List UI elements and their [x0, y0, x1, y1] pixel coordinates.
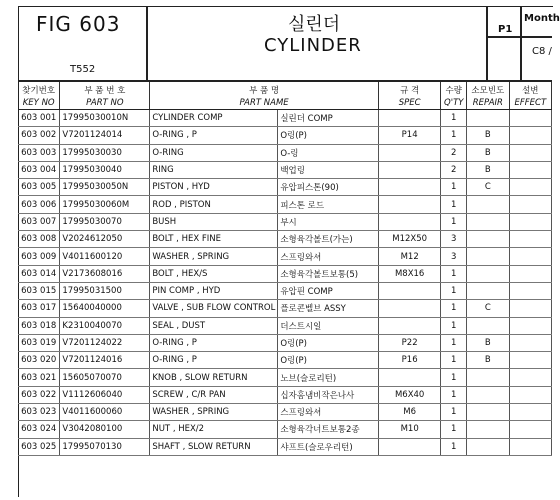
qty-cell: 1 [441, 265, 467, 282]
qty-cell: 1 [441, 213, 467, 230]
part-number-cell: 17995031500 [60, 282, 150, 299]
effect-cell [509, 265, 551, 282]
spec-cell: P14 [378, 127, 441, 144]
col-part-en: PART NO [60, 96, 150, 110]
qty-cell: 3 [441, 248, 467, 265]
part-number-cell: 17995030050N [60, 179, 150, 196]
part-name-cell: WASHER , SPRING [150, 404, 278, 421]
part-name-cell: SHAFT , SLOW RETURN [150, 438, 278, 455]
qty-cell: 1 [441, 196, 467, 213]
table-row [18, 352, 552, 369]
part-name-cell: PISTON , HYD [150, 179, 278, 196]
col-name-en: PART NAME [150, 96, 378, 110]
spec-cell [378, 179, 441, 196]
part-name-cell: BOLT , HEX FINE [150, 231, 278, 248]
qty-cell: 1 [441, 386, 467, 403]
part-name-cell: RING [150, 161, 278, 178]
qty-cell: 1 [441, 179, 467, 196]
table-row [18, 386, 552, 403]
part-name-ko-cell: O링(P) [278, 127, 379, 144]
qty-cell: 3 [441, 231, 467, 248]
col-qty-ko: 수량 [441, 82, 467, 96]
spec-cell [378, 161, 441, 178]
spec-cell: M8X16 [378, 265, 441, 282]
part-name-ko-cell: 스프링와셔 [278, 248, 379, 265]
col-part-ko: 부 품 번 호 [60, 82, 150, 96]
part-name-ko-cell: 스프링와셔 [278, 404, 379, 421]
table-row [18, 179, 552, 196]
key-cell: 603 018 [18, 317, 60, 334]
part-number-cell: V4011600120 [60, 248, 150, 265]
part-name-cell: O-RING , P [150, 334, 278, 351]
part-name-cell: VALVE , SUB FLOW CONTROL [150, 300, 278, 317]
col-qty-en: Q'TY [441, 96, 467, 110]
part-name-ko-cell: 실린더 COMP [278, 110, 379, 127]
part-name-ko-cell: O링(P) [278, 334, 379, 351]
key-cell: 603 024 [18, 421, 60, 438]
effect-cell [509, 248, 551, 265]
key-cell: 603 009 [18, 248, 60, 265]
part-number-cell: 17995030070 [60, 213, 150, 230]
date-fragment: C8 / [532, 46, 552, 57]
key-cell: 603 015 [18, 282, 60, 299]
part-number-cell: V1112606040 [60, 386, 150, 403]
repair-cell: B [467, 334, 510, 351]
spec-cell [378, 282, 441, 299]
table-row [18, 369, 552, 386]
spec-cell [378, 110, 441, 127]
effect-cell [509, 127, 551, 144]
repair-cell: C [467, 300, 510, 317]
qty-cell: 1 [441, 438, 467, 455]
qty-cell: 1 [441, 369, 467, 386]
spec-cell: M6 [378, 404, 441, 421]
title-korean: 실린더 [288, 14, 341, 35]
repair-cell [467, 110, 510, 127]
repair-cell [467, 248, 510, 265]
table-row [18, 248, 552, 265]
table-row [18, 265, 552, 282]
header-divider-left [146, 6, 148, 82]
figure-number: FIG 603 [36, 12, 121, 36]
qty-cell: 1 [441, 317, 467, 334]
header-month-line [486, 36, 552, 38]
key-cell: 603 019 [18, 334, 60, 351]
qty-cell: 1 [441, 334, 467, 351]
spec-cell [378, 438, 441, 455]
part-name-ko-cell: 유압피스톤(90) [278, 179, 379, 196]
part-number-cell: 17995030040 [60, 161, 150, 178]
part-number-cell: V7201124014 [60, 127, 150, 144]
title-english: CYLINDER [264, 35, 362, 56]
repair-cell [467, 404, 510, 421]
part-number-cell: 17995070130 [60, 438, 150, 455]
col-key-en: KEY NO [18, 96, 60, 110]
spec-cell [378, 369, 441, 386]
effect-cell [509, 231, 551, 248]
col-repair-ko: 소모빈도 [467, 82, 510, 96]
col-spec-en: SPEC [378, 96, 441, 110]
part-number-cell: V3042080100 [60, 421, 150, 438]
table-row [18, 144, 552, 161]
repair-cell [467, 386, 510, 403]
table-row [18, 231, 552, 248]
part-name-ko-cell: 노브(슬로리턴) [278, 369, 379, 386]
effect-cell [509, 161, 551, 178]
column-header-row-english [18, 96, 552, 110]
spec-cell: M6X40 [378, 386, 441, 403]
col-name-ko: 부 품 명 [150, 82, 378, 96]
key-cell: 603 023 [18, 404, 60, 421]
key-cell: 603 020 [18, 352, 60, 369]
month-label: Month [524, 13, 560, 24]
spec-cell: P16 [378, 352, 441, 369]
part-name-cell: SEAL , DUST [150, 317, 278, 334]
part-number-cell: 17995030060M [60, 196, 150, 213]
part-name-cell: O-RING [150, 144, 278, 161]
parts-table [18, 82, 552, 456]
repair-cell: C [467, 179, 510, 196]
part-number-cell: K2310040070 [60, 317, 150, 334]
table-row [18, 110, 552, 127]
spec-cell [378, 317, 441, 334]
table-row [18, 196, 552, 213]
repair-cell: B [467, 352, 510, 369]
part-name-ko-cell: 소형육각볼트보통(5) [278, 265, 379, 282]
part-name-cell: BOLT , HEX/S [150, 265, 278, 282]
repair-cell: B [467, 127, 510, 144]
qty-cell: 1 [441, 282, 467, 299]
part-name-ko-cell: O-링 [278, 144, 379, 161]
qty-cell: 2 [441, 161, 467, 178]
part-name-ko-cell: 유압핀 COMP [278, 282, 379, 299]
column-header-row-korean [18, 82, 552, 96]
part-name-ko-cell: 플로콘벨브 ASSY [278, 300, 379, 317]
repair-cell [467, 282, 510, 299]
repair-cell [467, 369, 510, 386]
effect-cell [509, 386, 551, 403]
effect-cell [509, 352, 551, 369]
effect-cell [509, 196, 551, 213]
part-name-cell: O-RING , P [150, 352, 278, 369]
spec-cell [378, 300, 441, 317]
col-repair-en: REPAIR [467, 96, 510, 110]
part-name-ko-cell: 소형육각볼트(가는) [278, 231, 379, 248]
effect-cell [509, 334, 551, 351]
effect-cell [509, 404, 551, 421]
repair-cell [467, 265, 510, 282]
part-number-cell: 15640040000 [60, 300, 150, 317]
model-number: T552 [70, 64, 96, 75]
part-name-ko-cell: O링(P) [278, 352, 379, 369]
col-spec-ko: 규 격 [378, 82, 441, 96]
spec-cell: M12 [378, 248, 441, 265]
part-number-cell: V2024612050 [60, 231, 150, 248]
part-name-ko-cell: 샤프트(슬로우리턴) [278, 438, 379, 455]
qty-cell: 2 [441, 144, 467, 161]
part-name-cell: PIN COMP , HYD [150, 282, 278, 299]
part-number-cell: 15605070070 [60, 369, 150, 386]
part-number-cell: V7201124022 [60, 334, 150, 351]
key-cell: 603 007 [18, 213, 60, 230]
part-name-ko-cell: 부시 [278, 213, 379, 230]
effect-cell [509, 369, 551, 386]
qty-cell: 1 [441, 127, 467, 144]
qty-cell: 1 [441, 110, 467, 127]
key-cell: 603 017 [18, 300, 60, 317]
key-cell: 603 025 [18, 438, 60, 455]
part-number-cell: V4011600060 [60, 404, 150, 421]
spec-cell [378, 196, 441, 213]
effect-cell [509, 282, 551, 299]
key-cell: 603 008 [18, 231, 60, 248]
effect-cell [509, 300, 551, 317]
key-cell: 603 005 [18, 179, 60, 196]
spec-cell [378, 144, 441, 161]
part-number-cell: 17995030030 [60, 144, 150, 161]
table-row [18, 317, 552, 334]
qty-cell: 1 [441, 352, 467, 369]
col-key-ko: 찾기번호 [18, 82, 60, 96]
effect-cell [509, 438, 551, 455]
repair-cell [467, 421, 510, 438]
part-name-ko-cell: 백업링 [278, 161, 379, 178]
repair-cell [467, 317, 510, 334]
key-cell: 603 021 [18, 369, 60, 386]
key-cell: 603 003 [18, 144, 60, 161]
part-name-cell: NUT , HEX/2 [150, 421, 278, 438]
table-row [18, 300, 552, 317]
table-row [18, 213, 552, 230]
repair-cell [467, 231, 510, 248]
part-number-cell: 17995030010N [60, 110, 150, 127]
repair-cell: B [467, 144, 510, 161]
header-divider-right [486, 6, 488, 82]
repair-cell [467, 213, 510, 230]
effect-cell [509, 213, 551, 230]
part-name-cell: CYLINDER COMP [150, 110, 278, 127]
spec-cell: M10 [378, 421, 441, 438]
part-name-ko-cell: 더스트시일 [278, 317, 379, 334]
spec-cell: P22 [378, 334, 441, 351]
header-divider-month [520, 6, 522, 82]
qty-cell: 1 [441, 300, 467, 317]
key-cell: 603 014 [18, 265, 60, 282]
part-name-cell: KNOB , SLOW RETURN [150, 369, 278, 386]
table-row [18, 161, 552, 178]
table-row [18, 421, 552, 438]
part-name-cell: WASHER , SPRING [150, 248, 278, 265]
col-effect-en: EFFECT [509, 96, 551, 110]
key-cell: 603 022 [18, 386, 60, 403]
spec-cell [378, 213, 441, 230]
part-name-cell: SCREW , C/R PAN [150, 386, 278, 403]
table-row [18, 438, 552, 455]
repair-cell [467, 196, 510, 213]
part-number-cell: V2173608016 [60, 265, 150, 282]
qty-cell: 1 [441, 404, 467, 421]
part-number-cell: V7201124016 [60, 352, 150, 369]
table-row [18, 127, 552, 144]
effect-cell [509, 179, 551, 196]
col-effect-ko: 설변 [509, 82, 551, 96]
table-row [18, 334, 552, 351]
effect-cell [509, 317, 551, 334]
effect-cell [509, 421, 551, 438]
effect-cell [509, 144, 551, 161]
key-cell: 603 002 [18, 127, 60, 144]
part-name-cell: ROD , PISTON [150, 196, 278, 213]
part-name-ko-cell: 십자홈냄비작은나사 [278, 386, 379, 403]
effect-cell [509, 110, 551, 127]
part-name-ko-cell: 소형육각너트보통2종 [278, 421, 379, 438]
repair-cell [467, 438, 510, 455]
page-number: P1 [498, 24, 513, 35]
part-name-ko-cell: 피스톤 로드 [278, 196, 379, 213]
repair-cell: B [467, 161, 510, 178]
qty-cell: 1 [441, 421, 467, 438]
part-name-cell: BUSH [150, 213, 278, 230]
table-row [18, 404, 552, 421]
key-cell: 603 004 [18, 161, 60, 178]
spec-cell: M12X50 [378, 231, 441, 248]
table-row [18, 282, 552, 299]
key-cell: 603 006 [18, 196, 60, 213]
key-cell: 603 001 [18, 110, 60, 127]
part-name-cell: O-RING , P [150, 127, 278, 144]
